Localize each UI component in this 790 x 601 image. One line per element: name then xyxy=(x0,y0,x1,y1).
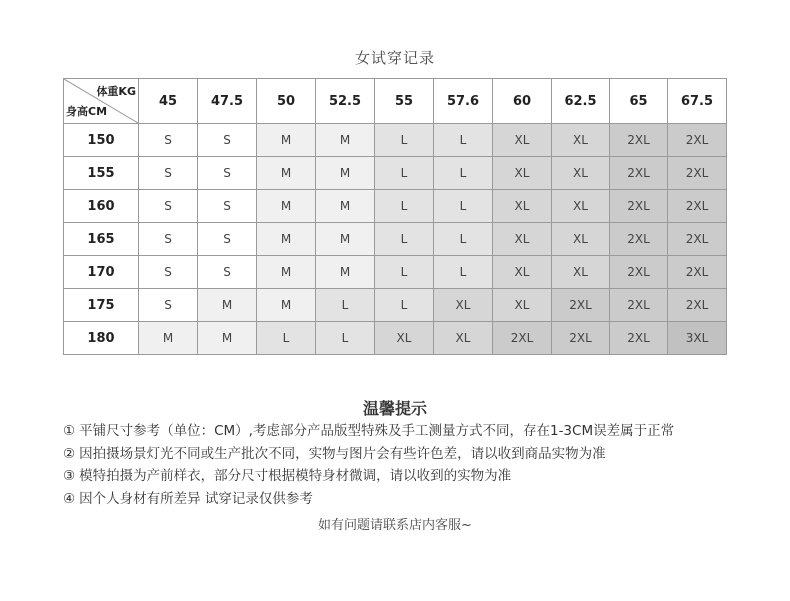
size-cell: S xyxy=(198,157,257,190)
table-row xyxy=(64,322,727,355)
size-cell: 2XL xyxy=(668,124,727,157)
tip-item xyxy=(63,465,763,488)
size-cell: XL xyxy=(552,157,610,190)
size-cell: L xyxy=(434,223,493,256)
size-cell: XL xyxy=(493,124,552,157)
tip-number: ② xyxy=(63,445,76,462)
size-cell: S xyxy=(139,256,198,289)
height-header-cell: 160 xyxy=(64,190,139,223)
size-cell: M xyxy=(198,322,257,355)
size-cell: 2XL xyxy=(668,190,727,223)
height-axis-label: 身高CM xyxy=(66,105,108,118)
weight-header-cell: 52.5 xyxy=(316,79,375,124)
weight-header-cell: 57.6 xyxy=(434,79,493,124)
size-cell: L xyxy=(434,157,493,190)
table-row xyxy=(64,256,727,289)
size-cell: S xyxy=(198,124,257,157)
tip-text: 模特拍摄为产前样衣，部分尺寸根据模特身材微调，请以收到的实物为准 xyxy=(79,468,512,484)
size-cell: M xyxy=(257,190,316,223)
tip-number: ④ xyxy=(63,490,76,507)
size-cell: M xyxy=(257,124,316,157)
size-cell: L xyxy=(316,289,375,322)
size-cell: 2XL xyxy=(610,190,668,223)
size-table xyxy=(63,78,727,355)
size-cell: 2XL xyxy=(610,124,668,157)
size-cell: M xyxy=(316,223,375,256)
size-cell: L xyxy=(434,190,493,223)
size-cell: XL xyxy=(493,157,552,190)
size-cell: XL xyxy=(552,223,610,256)
size-cell: M xyxy=(139,322,198,355)
table-header-row xyxy=(64,79,727,124)
size-cell: XL xyxy=(493,256,552,289)
size-cell: M xyxy=(257,223,316,256)
weight-header-cell: 55 xyxy=(375,79,434,124)
table-row xyxy=(64,157,727,190)
size-cell: L xyxy=(375,190,434,223)
size-cell: M xyxy=(316,256,375,289)
tip-item xyxy=(63,420,763,443)
size-cell: M xyxy=(257,256,316,289)
size-cell: M xyxy=(198,289,257,322)
size-cell: S xyxy=(139,223,198,256)
height-header-cell: 155 xyxy=(64,157,139,190)
tip-text: 平铺尺寸参考（单位：CM）,考虑部分产品版型特殊及手工测量方式不同，存在1-3CM误差属于正常 xyxy=(79,423,675,439)
footer-note: 如有问题请联系店内客服~ xyxy=(318,518,472,533)
size-cell: L xyxy=(375,289,434,322)
size-cell: M xyxy=(316,157,375,190)
size-cell: XL xyxy=(552,190,610,223)
weight-header-cell: 65 xyxy=(610,79,668,124)
table-row xyxy=(64,190,727,223)
size-cell: 2XL xyxy=(493,322,552,355)
size-cell: 3XL xyxy=(668,322,727,355)
size-cell: M xyxy=(257,289,316,322)
size-cell: XL xyxy=(552,256,610,289)
size-cell: 2XL xyxy=(610,157,668,190)
size-cell: S xyxy=(139,124,198,157)
weight-header-cell: 45 xyxy=(139,79,198,124)
size-cell: 2XL xyxy=(610,256,668,289)
size-cell: 2XL xyxy=(668,157,727,190)
weight-header-cell: 67.5 xyxy=(668,79,727,124)
tip-item xyxy=(63,488,763,511)
page-title: 女试穿记录 xyxy=(354,49,435,67)
weight-header-cell: 47.5 xyxy=(198,79,257,124)
size-cell: L xyxy=(375,223,434,256)
size-cell: XL xyxy=(375,322,434,355)
size-cell: L xyxy=(375,124,434,157)
size-cell: L xyxy=(375,256,434,289)
size-cell: 2XL xyxy=(552,289,610,322)
weight-header-cell: 60 xyxy=(493,79,552,124)
tip-item xyxy=(63,443,763,466)
size-cell: 2XL xyxy=(668,223,727,256)
size-cell: L xyxy=(375,157,434,190)
size-cell: 2XL xyxy=(610,289,668,322)
size-cell: XL xyxy=(493,190,552,223)
size-cell: L xyxy=(257,322,316,355)
size-cell: 2XL xyxy=(610,223,668,256)
size-cell: M xyxy=(316,124,375,157)
size-cell: M xyxy=(316,190,375,223)
size-cell: L xyxy=(316,322,375,355)
size-cell: 2XL xyxy=(668,289,727,322)
size-cell: S xyxy=(139,190,198,223)
size-cell: L xyxy=(434,124,493,157)
table-row xyxy=(64,289,727,322)
size-cell: 2XL xyxy=(610,322,668,355)
tips-title: 温馨提示 xyxy=(362,399,427,418)
size-cell: XL xyxy=(434,322,493,355)
weight-header-cell: 50 xyxy=(257,79,316,124)
height-header-cell: 150 xyxy=(64,124,139,157)
size-cell: XL xyxy=(493,289,552,322)
size-cell: XL xyxy=(552,124,610,157)
size-cell: S xyxy=(198,256,257,289)
size-cell: 2XL xyxy=(552,322,610,355)
size-cell: XL xyxy=(493,223,552,256)
size-cell: S xyxy=(139,157,198,190)
height-header-cell: 175 xyxy=(64,289,139,322)
size-cell: XL xyxy=(434,289,493,322)
size-cell: S xyxy=(198,190,257,223)
weight-axis-label: 体重KG xyxy=(96,85,136,98)
height-header-cell: 170 xyxy=(64,256,139,289)
weight-header-cell: 62.5 xyxy=(552,79,610,124)
size-cell: L xyxy=(434,256,493,289)
height-header-cell: 165 xyxy=(64,223,139,256)
height-header-cell: 180 xyxy=(64,322,139,355)
size-cell: M xyxy=(257,157,316,190)
table-row xyxy=(64,124,727,157)
tip-number: ① xyxy=(63,423,76,439)
size-cell: S xyxy=(198,223,257,256)
tip-number: ③ xyxy=(63,468,76,484)
tips-list xyxy=(63,420,763,510)
size-cell: S xyxy=(139,289,198,322)
corner-header-cell xyxy=(64,79,139,124)
tip-text: 因个人身材有所差异 试穿记录仅供参考 xyxy=(79,490,313,507)
tip-text: 因拍摄场景灯光不同或生产批次不同，实物与图片会有些许色差，请以收到商品实物为准 xyxy=(79,445,606,462)
size-cell: 2XL xyxy=(668,256,727,289)
table-row xyxy=(64,223,727,256)
